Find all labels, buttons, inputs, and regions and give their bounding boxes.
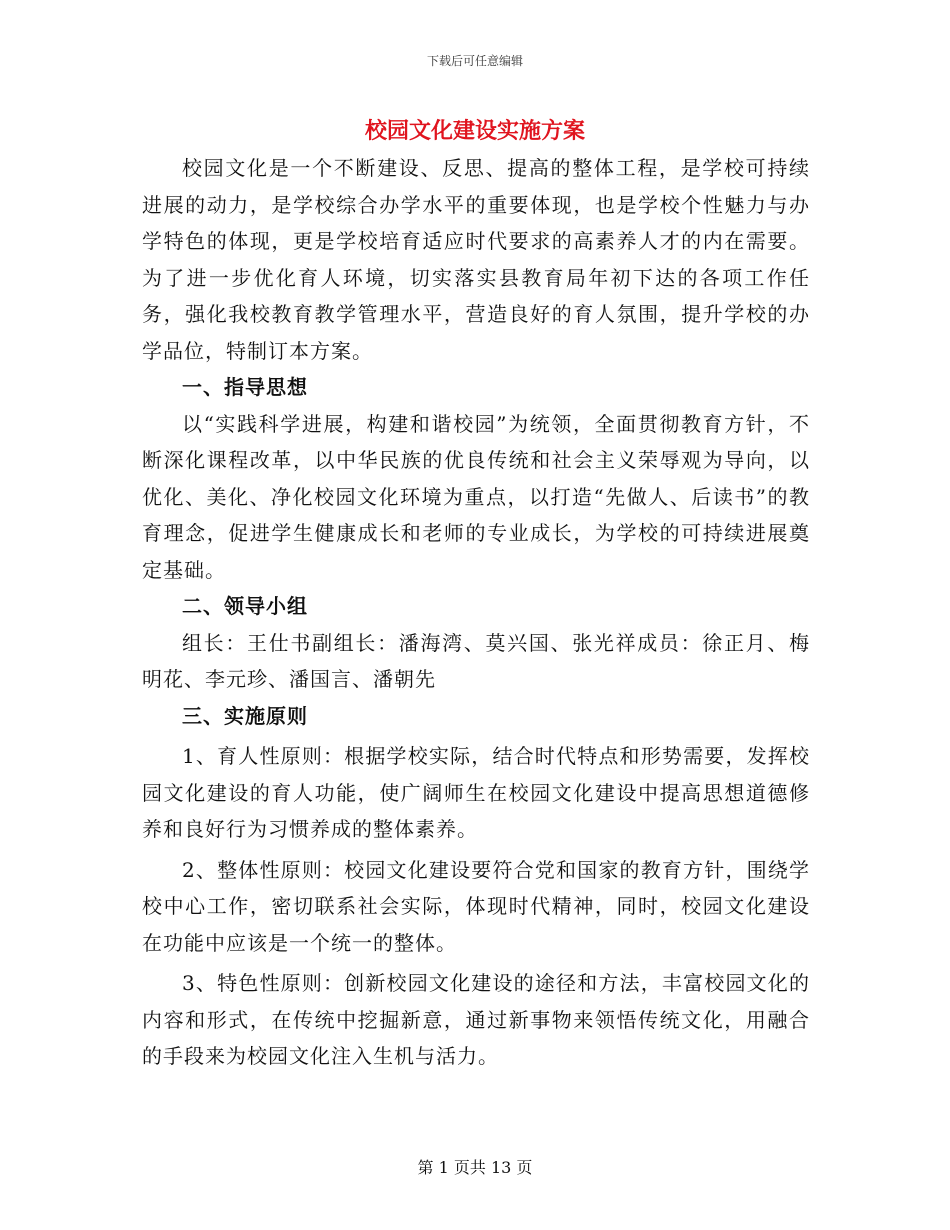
section-paragraph: 2、整体性原则：校园文化建设要符合党和国家的教育方针，围绕学校中心工作，密切联系社会实际，体现时代精神，同时，校园文化建设在功能中应该是一个统一的整体。 xyxy=(142,857,810,955)
section-paragraph: 1、育人性原则：根据学校实际，结合时代特点和形势需要，发挥校园文化建设的育人功能，使广阔师生在校园文化建设中提高思想道德修养和良好行为习惯养成的整体素养。 xyxy=(142,744,810,841)
page-header-note: 下载后可任意编辑 xyxy=(426,54,523,68)
section-heading-principles: 三、实施原则 xyxy=(182,703,308,728)
section-paragraph: 3、特色性原则：创新校园文化建设的途径和方法，丰富校园文化的内容和形式，在传统中挖掘新意，通过新事物来领悟传统文化，用融合的手段来为校园文化注入生机与活力。 xyxy=(142,971,810,1068)
document-title: 校园文化建设实施方案 xyxy=(364,119,585,144)
intro-paragraph: 校园文化是一个不断建设、反思、提高的整体工程，是学校可持续进展的动力，是学校综合办学水平的重要体现，也是学校个性魅力与办学特色的体现，更是学校培育适应时代要求的高素养人才的内在需要。为了进一步优化育人环境，切实落实县教育局年初下达的各项工作任务，强化我校教育教学管理水平，营造良好的育人氛围，提升学校的办学品位，特制订本方案。 xyxy=(142,156,810,363)
page-number: 第 1 页共 13 页 xyxy=(417,1158,533,1177)
section-paragraph: 组长：王仕书副组长：潘海湾、莫兴国、张光祥成员：徐正月、梅明花、李元珍、潘国言、潘朝先 xyxy=(142,630,810,691)
section-heading-leadership-group: 二、领导小组 xyxy=(182,594,308,618)
section-paragraph: 以“实践科学进展，构建和谐校园”为统领，全面贯彻教育方针，不断深化课程改革，以中华民族的优良传统和社会主义荣辱观为导向，以优化、美化、净化校园文化环境为重点，以打造“先做人、后读书”的教育理念，促进学生健康成长和老师的专业成长，为学校的可持续进展奠定基础。 xyxy=(142,411,810,582)
section-heading-guiding-ideology: 一、指导思想 xyxy=(182,375,308,399)
document-body xyxy=(142,150,810,1075)
